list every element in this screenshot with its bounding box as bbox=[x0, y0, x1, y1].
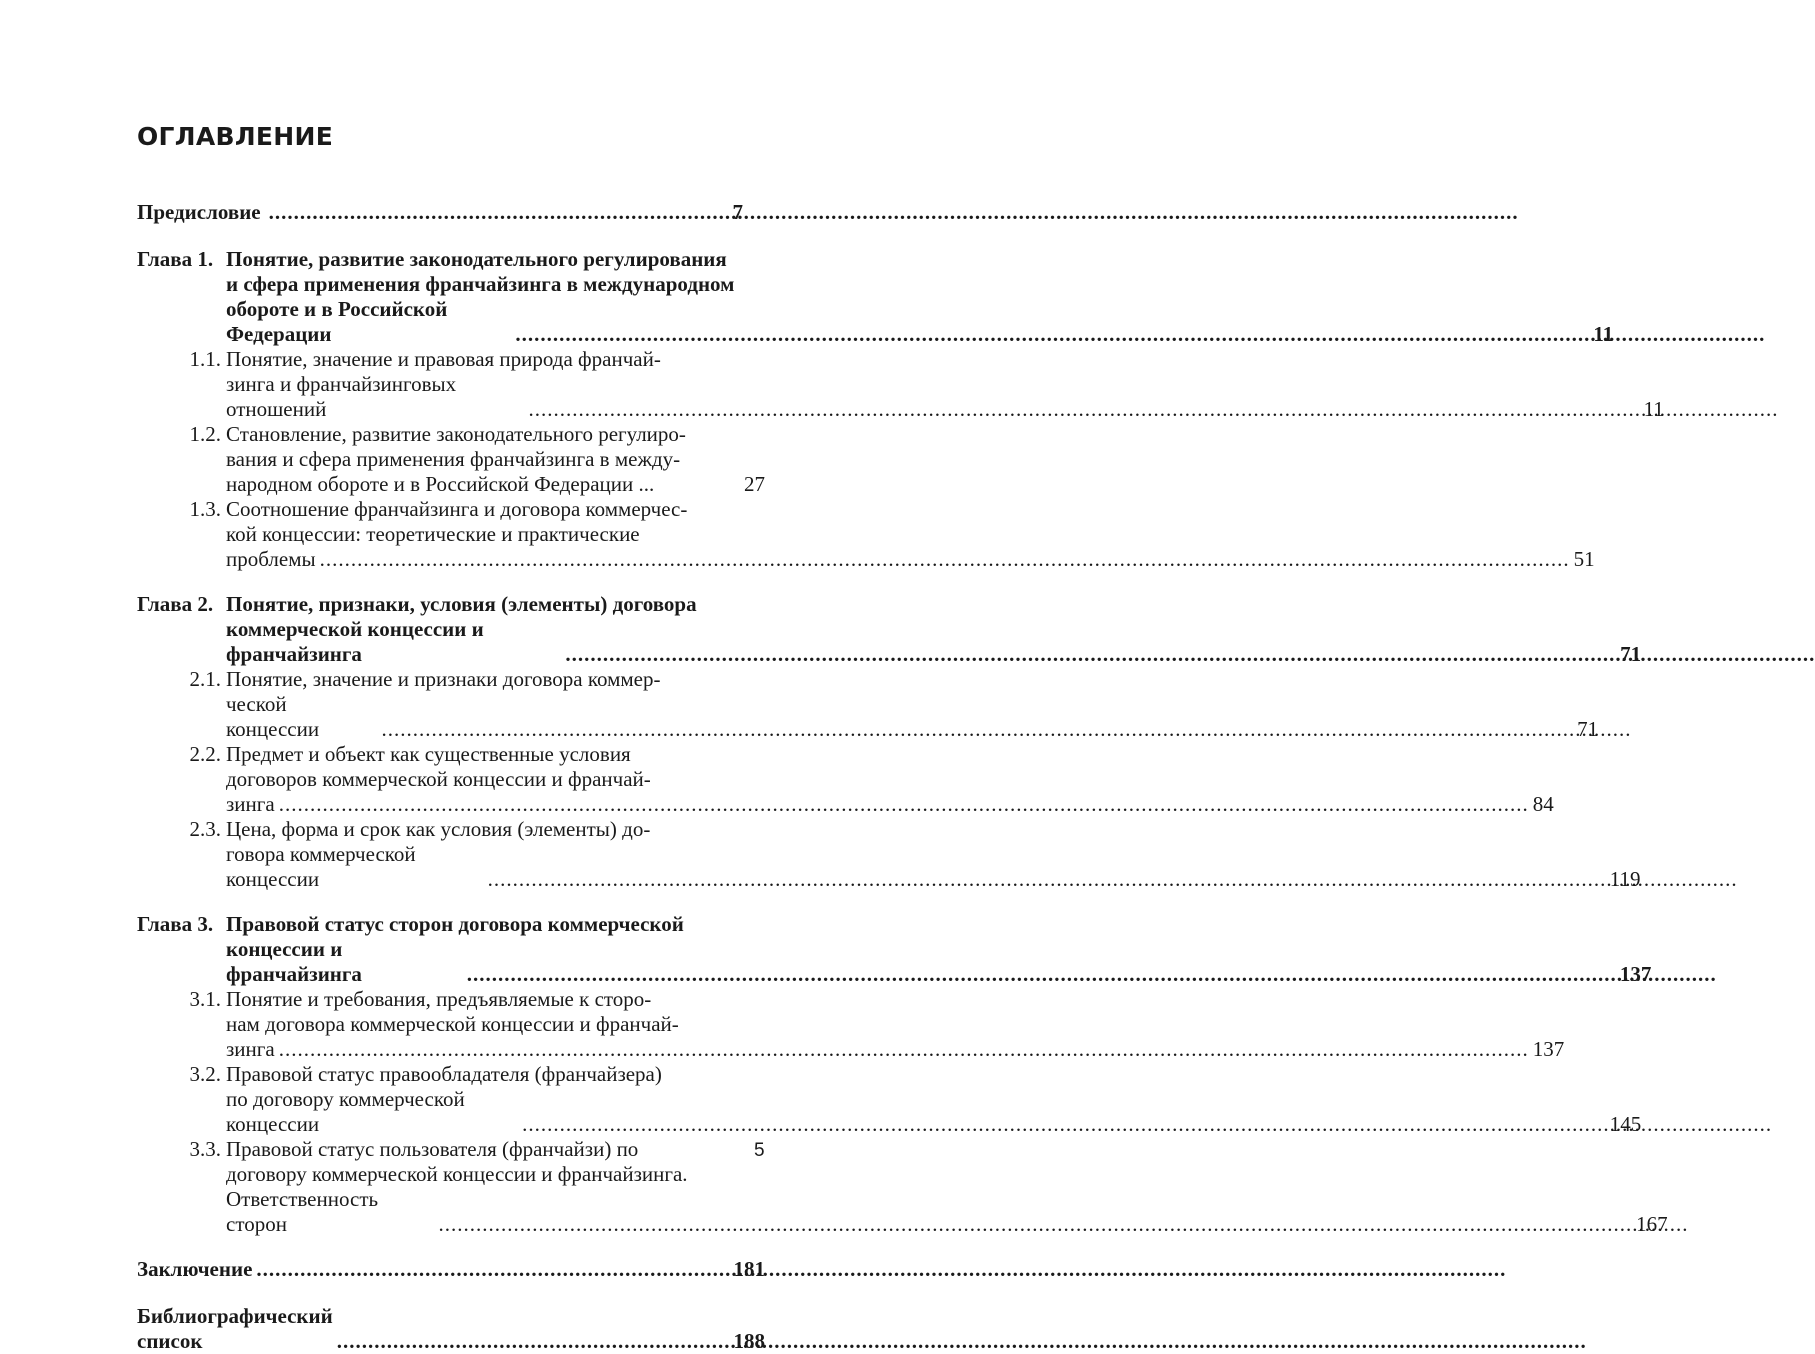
section-3-2-entry[interactable] bbox=[137, 1062, 1642, 1137]
chapter-label: Глава 3. bbox=[137, 912, 214, 936]
section-title-line: зинга и франчайзинговых отношений bbox=[226, 372, 457, 421]
dot-leader bbox=[337, 1329, 730, 1354]
section-title-line: Становление, развитие законодательного регулиро- bbox=[226, 422, 686, 446]
chapter-2-entry[interactable] bbox=[137, 592, 1642, 667]
chapter-title-line: концессии и франчайзинга bbox=[226, 937, 362, 986]
chapter-title-line: Понятие, признаки, условия (элементы) договора bbox=[226, 592, 697, 616]
chapter-label: Глава 2. bbox=[137, 592, 214, 616]
toc-entry-preface[interactable] bbox=[137, 200, 765, 225]
section-3-3-entry[interactable] bbox=[137, 1137, 1668, 1237]
toc-page-number: 11 bbox=[1643, 397, 1664, 421]
chapter-title-line: Понятие, развитие законодательного регулирования bbox=[226, 247, 727, 271]
toc-page-number: 137 bbox=[1619, 962, 1652, 986]
section-1-2-entry[interactable] bbox=[137, 422, 765, 497]
dot-leader bbox=[522, 1112, 1606, 1137]
dot-leader bbox=[256, 1257, 729, 1282]
section-title-line: по договору коммерческой концессии bbox=[226, 1087, 465, 1136]
page-number: 5 bbox=[754, 1140, 765, 1161]
section-title-line: Правовой статус пользователя (франчайзи) по bbox=[226, 1137, 639, 1161]
section-title-line: народном обороте и в Российской Федерации ... bbox=[226, 472, 655, 496]
section-number: 3.3. bbox=[189, 1137, 221, 1161]
section-number: 1.2. bbox=[189, 422, 221, 446]
dot-leader bbox=[438, 1212, 1632, 1237]
section-title-line: Понятие, значение и правовая природа франчай- bbox=[226, 347, 661, 371]
section-title-line: Предмет и объект как существенные условия bbox=[226, 742, 631, 766]
table-of-contents bbox=[137, 200, 1668, 1354]
toc-page-number: 51 bbox=[1573, 547, 1595, 571]
section-number: 3.1. bbox=[189, 987, 221, 1011]
chapter-title-line: Правовой статус сторон договора коммерческой bbox=[226, 912, 684, 936]
toc-entry-conclusion[interactable] bbox=[137, 1257, 765, 1282]
dot-leader bbox=[565, 642, 1616, 667]
dot-leader bbox=[467, 962, 1616, 987]
section-number: 2.3. bbox=[189, 817, 221, 841]
section-title-line: вания и сфера применения франчайзинга в между- bbox=[226, 447, 681, 471]
chapter-title-line: обороте и в Российской Федерации bbox=[226, 297, 448, 346]
chapter-title-line: коммерческой концессии и франчайзинга bbox=[226, 617, 484, 666]
section-title-line: договору коммерческой концессии и франчайзинга. bbox=[226, 1162, 688, 1186]
toc-entry-bibliography[interactable] bbox=[137, 1304, 765, 1354]
toc-page-number: 84 bbox=[1532, 792, 1554, 816]
section-number: 2.1. bbox=[189, 667, 221, 691]
toc-page-number: 188 bbox=[733, 1329, 765, 1353]
dot-leader bbox=[320, 547, 1570, 572]
section-title-line: говора коммерческой концессии bbox=[226, 842, 416, 891]
toc-page-number: 119 bbox=[1609, 867, 1641, 891]
toc-entry-label: Предисловие bbox=[137, 200, 261, 224]
dot-leader bbox=[515, 322, 1589, 347]
dot-leader bbox=[528, 397, 1639, 422]
section-title-line: Соотношение франчайзинга и договора коммерчес- bbox=[226, 497, 688, 521]
dot-leader bbox=[382, 717, 1574, 742]
section-title-line: кой концессии: теоретические и практические bbox=[226, 522, 640, 546]
chapter-1-block bbox=[137, 247, 1664, 572]
toc-page-number: 137 bbox=[1532, 1037, 1565, 1061]
section-number: 1.3. bbox=[189, 497, 221, 521]
dot-leader bbox=[279, 792, 1529, 817]
section-title-line: Ответственность сторон bbox=[226, 1187, 379, 1236]
toc-page-number: 11 bbox=[1593, 322, 1614, 346]
chapter-1-entry[interactable] bbox=[137, 247, 1614, 347]
section-title-line: Правовой статус правообладателя (франчайзера) bbox=[226, 1062, 662, 1086]
section-title-line: нам договора коммерческой концессии и франчай- bbox=[226, 1012, 679, 1036]
toc-page-number: 27 bbox=[744, 472, 765, 496]
section-title-line: зинга bbox=[226, 792, 275, 816]
section-title-line: проблемы bbox=[226, 547, 316, 571]
section-2-2-entry[interactable] bbox=[137, 742, 1554, 817]
toc-page-number: 7 bbox=[732, 200, 743, 224]
toc-heading: ОГЛАВЛЕНИЕ bbox=[137, 122, 334, 151]
toc-page-number: 71 bbox=[1620, 642, 1642, 666]
toc-page-number: 71 bbox=[1577, 717, 1599, 741]
toc-entry-label: Заключение bbox=[137, 1257, 253, 1281]
dot-leader bbox=[279, 1037, 1529, 1062]
section-number: 3.2. bbox=[189, 1062, 221, 1086]
section-2-3-entry[interactable] bbox=[137, 817, 1641, 892]
section-title-line: Понятие и требования, предъявляемые к сторо- bbox=[226, 987, 652, 1011]
chapter-2-block bbox=[137, 592, 1642, 892]
dot-leader bbox=[488, 867, 1606, 892]
section-2-1-entry[interactable] bbox=[137, 667, 1599, 742]
toc-page-number: 167 bbox=[1636, 1212, 1668, 1236]
section-title-line: зинга bbox=[226, 1037, 275, 1061]
section-title-line: ческой концессии bbox=[226, 692, 320, 741]
section-title-line: договоров коммерческой концессии и франчай- bbox=[226, 767, 651, 791]
dot-leader bbox=[269, 200, 725, 225]
section-title-line: Понятие, значение и признаки договора коммер- bbox=[226, 667, 661, 691]
toc-page-number: 145 bbox=[1609, 1112, 1642, 1136]
chapter-3-entry[interactable] bbox=[137, 912, 1652, 987]
section-1-3-entry[interactable] bbox=[137, 497, 1595, 572]
chapter-label: Глава 1. bbox=[137, 247, 214, 271]
section-3-1-entry[interactable] bbox=[137, 987, 1565, 1062]
chapter-title-line: и сфера применения франчайзинга в международном bbox=[226, 272, 735, 296]
toc-page-number: 181 bbox=[733, 1257, 765, 1281]
section-number: 1.1. bbox=[189, 347, 221, 371]
section-number: 2.2. bbox=[189, 742, 221, 766]
section-1-1-entry[interactable] bbox=[137, 347, 1664, 422]
section-title-line: Цена, форма и срок как условия (элементы) до- bbox=[226, 817, 651, 841]
chapter-3-block bbox=[137, 912, 1668, 1237]
toc-entry-label: Библиографический список bbox=[137, 1304, 333, 1353]
